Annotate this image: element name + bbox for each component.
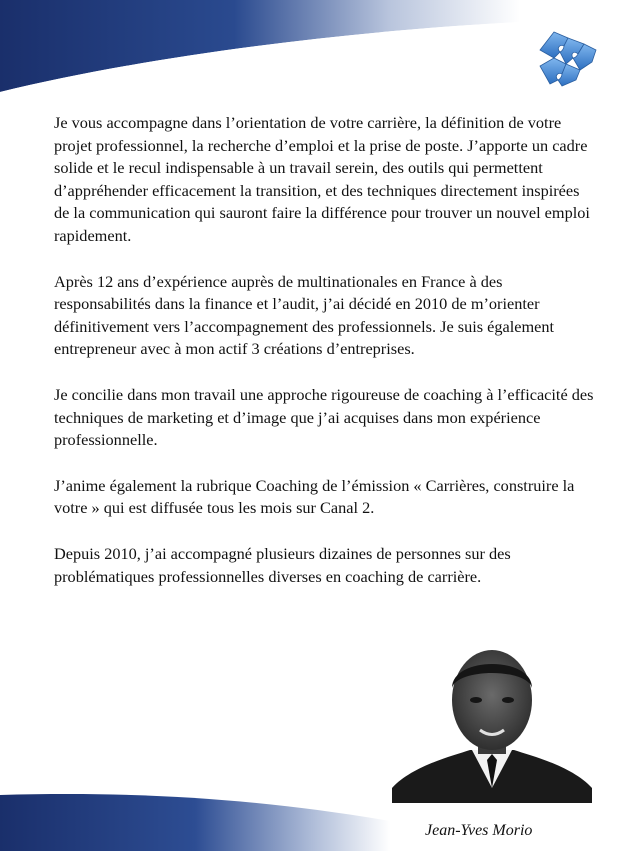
- body-text: [54, 112, 594, 611]
- puzzle-icon: [536, 28, 600, 88]
- paragraph: Depuis 2010, j’ai accompagné plusieurs dizaines de personnes sur des problématiques professionnelles diverses en coaching de carrière.: [54, 543, 511, 586]
- paragraph: J’anime également la rubrique Coaching de l’émission « Carrières, construire la votre » qui est diffusée tous les mois sur Canal 2.: [54, 475, 575, 518]
- signature: Jean-Yves Morio: [425, 822, 533, 839]
- bottom-decorative-band: [0, 775, 638, 851]
- paragraph: Après 12 ans d’expérience auprès de multinationales en France à des responsabilités dans la finance et l’audit, j’ai décidé en 2010 de m’orienter définitivement vers l’accompagnement des professionnels. Je suis également entrepreneur avec à mon actif 3 créations d’entreprises.: [54, 271, 555, 359]
- paragraph: Je concilie dans mon travail une approche rigoureuse de coaching à l’efficacité des techniques de marketing et d’image que j’ai acquises dans mon expérience professionnelle.: [54, 384, 594, 450]
- paragraph: Je vous accompagne dans l’orientation de votre carrière, la définition de votre projet professionnel, la recherche d’emploi et la prise de poste. J’apporte un cadre solide et le recul indispensable à un travail serein, des outils qui permettent d’appréhender efficacement la transition, et des techniques directement inspirées de la communication qui sauront faire la différence pour trouver un nouvel emploi rapidement.: [54, 113, 590, 245]
